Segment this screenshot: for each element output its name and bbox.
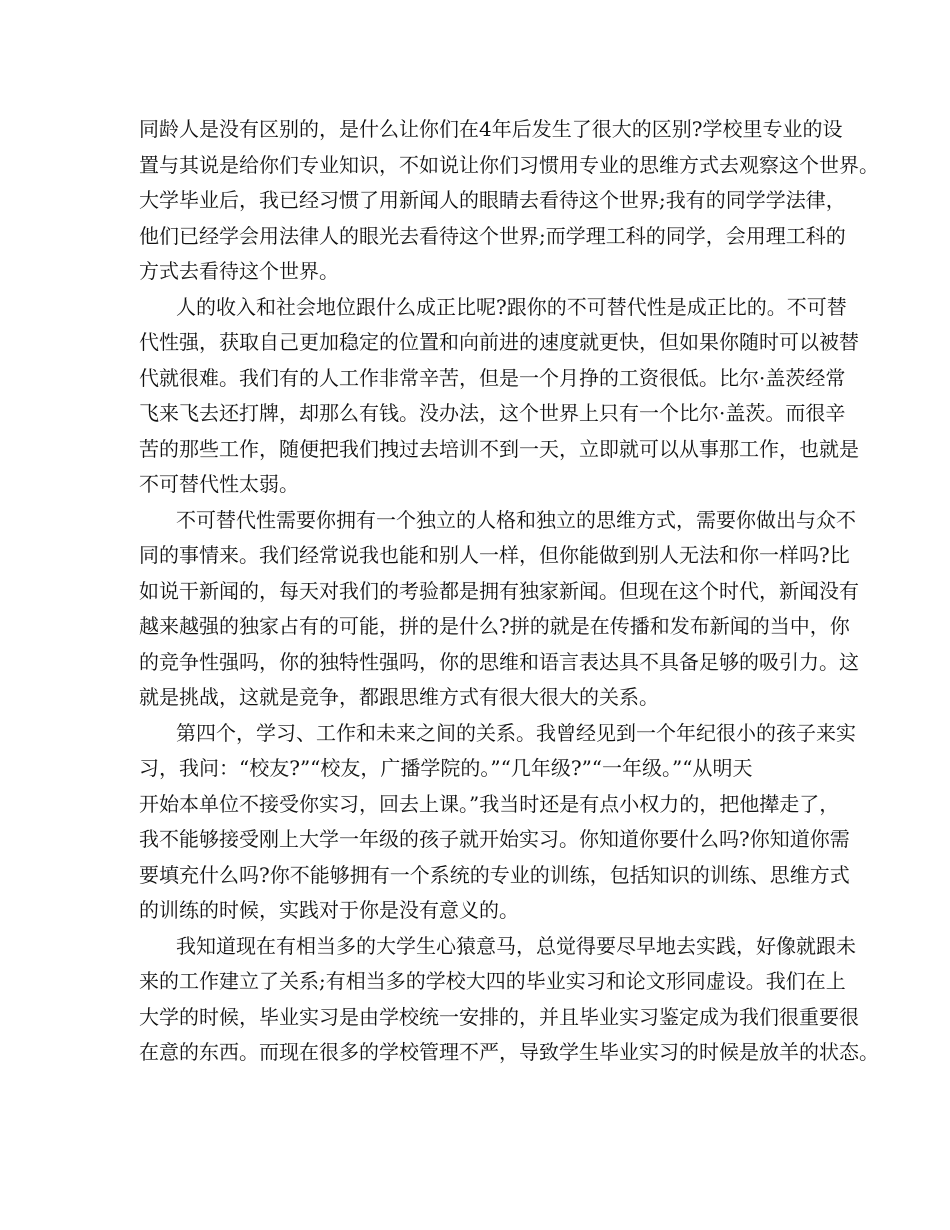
text-line: 苦的那些工作，随便把我们拽过去培训不到一天，立即就可以从事那工作，也就是 xyxy=(139,436,859,461)
text-line: 我不能够接受刚上大学一年级的孩子就开始实习。你知道你要什么吗?你知道你需 xyxy=(139,827,850,851)
text-line: 要填充什么吗?你不能够拥有一个系统的专业的训练，包括知识的训练、思维方式 xyxy=(139,862,850,887)
text-line: 飞来飞去还打牌，却那么有钱。没办法，这个世界上只有一个比尔·盖茨。而很辛 xyxy=(139,401,846,425)
text-line: 的竞争性强吗，你的独特性强吗，你的思维和语言表达具不具备足够的吸引力。这 xyxy=(139,649,859,674)
paragraph-continuation xyxy=(139,112,879,290)
text-line: 大学毕业后，我已经习惯了用新闻人的眼睛去看待这个世界;我有的同学学法律， xyxy=(139,188,846,212)
text-line: 同的事情来。我们经常说我也能和别人一样，但你能做到别人无法和你一样吗?比 xyxy=(139,543,850,567)
text-line: 同龄人是没有区别的，是什么让你们在4年后发生了很大的区别?学校里专业的设 xyxy=(139,117,843,141)
text-line: 就是挑战，这就是竞争，都跟思维方式有很大很大的关系。 xyxy=(139,685,659,709)
text-line: 置与其说是给你们专业知识，不如说让你们习惯用专业的思维方式去观察这个世界。 xyxy=(139,152,879,177)
paragraph-internship xyxy=(139,929,879,1071)
text-line: 越来越强的独家占有的可能，拼的是什么?拼的就是在传播和发布新闻的当中，你 xyxy=(139,614,850,638)
paragraph-study-work-future xyxy=(139,716,856,929)
text-line: 大学的时候，毕业实习是由学校统一安排的，并且毕业实习鉴定成为我们很重要很 xyxy=(139,1004,859,1029)
text-line: 代就很难。我们有的人工作非常辛苦，但是一个月挣的工资很低。比尔·盖茨经常 xyxy=(139,365,846,390)
text-line: 方式去看待这个世界。 xyxy=(139,259,339,283)
text-line: 不可替代性太弱。 xyxy=(139,472,299,496)
text-line: 如说干新闻的，每天对我们的考验都是拥有独家新闻。但现在这个时代，新闻没有 xyxy=(139,578,859,603)
text-line: 来的工作建立了关系;有相当多的学校大四的毕业实习和论文形同虚设。我们在上 xyxy=(139,969,846,993)
text-line: 我知道现在有相当多的大学生心猿意马，总觉得要尽早地去实践，好像就跟未 xyxy=(176,933,856,958)
text-line: 开始本单位不接受你实习，回去上课。”我当时还是有点小权力的，把他撵走了， xyxy=(139,791,840,816)
paragraph-irreplaceability xyxy=(139,290,859,503)
text-line: 不可替代性需要你拥有一个独立的人格和独立的思维方式，需要你做出与众不 xyxy=(176,507,856,532)
text-line: 第四个，学习、工作和未来之间的关系。我曾经见到一个年纪很小的孩子来实 xyxy=(176,720,856,745)
text-line: 习，我问：“校友?”“校友，广播学院的。”“几年级?”“一年级。”“从明天 xyxy=(139,756,753,780)
text-line: 他们已经学会用法律人的眼光去看待这个世界;而学理工科的同学，会用理工科的 xyxy=(139,223,846,248)
paragraph-independent-thinking xyxy=(139,503,859,716)
text-line: 在意的东西。而现在很多的学校管理不严，导致学生毕业实习的时候是放羊的状态。 xyxy=(139,1040,879,1064)
text-line: 的训练的时候，实践对于你是没有意义的。 xyxy=(139,898,519,922)
text-line: 代性强，获取自己更加稳定的位置和向前进的速度就更快，但如果你随时可以被替 xyxy=(139,330,859,354)
document-body xyxy=(139,112,879,1071)
text-line: 人的收入和社会地位跟什么成正比呢?跟你的不可替代性是成正比的。不可替 xyxy=(176,294,847,319)
